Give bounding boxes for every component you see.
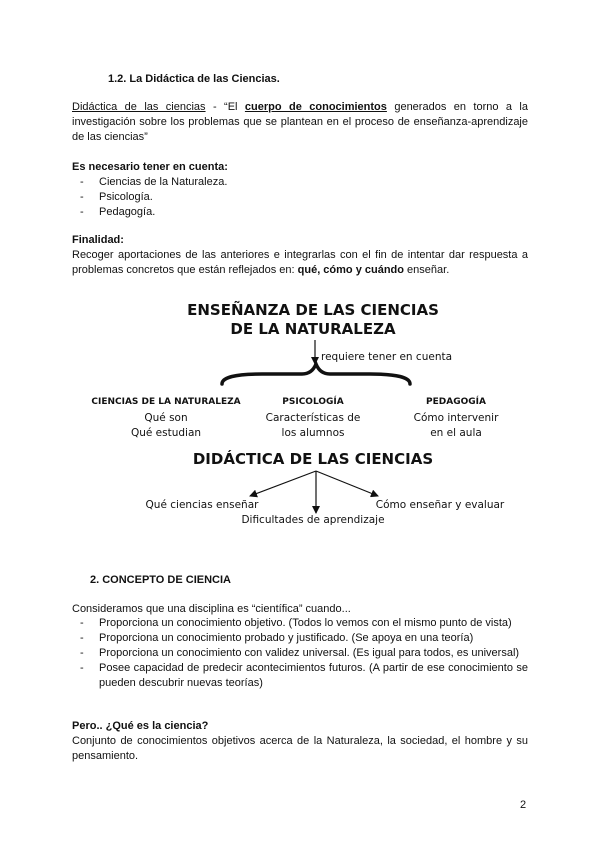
list-item: - Posee capacidad de predecir acontecimientos futuros. (A partir de ese conocimiento se pueden descubrir nuevas teorías) [72,661,528,691]
diagram-subtitle: DIDÁCTICA DE LAS CIENCIAS [192,450,434,468]
finalidad-end: enseñar. [404,264,450,276]
list-item: - Pedagogía. [72,205,528,220]
question-heading: Pero.. ¿Qué es la ciencia? [72,720,209,732]
column-text: en el aula [430,427,482,439]
column-text: Qué son [144,412,188,424]
list-item: - Ciencias de la Naturaleza. [72,175,528,190]
diagram-title-line2: DE LA NATURALEZA [230,320,396,338]
section-2-intro: Consideramos que una disciplina es “científica” cuando... [72,603,351,615]
output-left: Qué ciencias enseñar [145,499,259,511]
page-number: 2 [520,799,527,811]
definition-paragraph [72,100,528,145]
section-2-heading: 2. CONCEPTO DE CIENCIA [90,574,231,586]
arrow-right [316,471,378,496]
section-heading: 1.2. La Didáctica de las Ciencias. [108,73,280,85]
definition-separator: - “El [205,101,245,113]
finalidad-text: Recoger aportaciones de las anteriores e integrarlas con el fin de intentar dar respuesta a problemas concretos que están reflejados en: [72,249,528,276]
column-text: Cómo intervenir [413,412,499,424]
answer-paragraph: Conjunto de conocimientos objetivos acerca de la Naturaleza, la sociedad, el hombre y su pensamiento. [72,735,528,762]
output-right: Cómo enseñar y evaluar [375,499,505,511]
science-criteria-list [72,616,528,691]
finalidad-bold: qué, cómo y cuándo [297,264,404,276]
column-header-psicologia: PSICOLOGÍA [282,397,344,407]
list-item: - Proporciona un conocimiento probado y justificado. (Se apoya en una teoría) [72,631,528,646]
list-item: - Proporciona un conocimiento con validez universal. (Es igual para todos, es universal) [72,646,528,661]
requires-label: requiere tener en cuenta [321,351,453,363]
output-bottom: Dificultades de aprendizaje [241,514,385,526]
list-item: - Proporciona un conocimiento objetivo. (Todos lo vemos con el mismo punto de vista) [72,616,528,631]
list-item: - Psicología. [72,190,528,205]
consider-heading: Es necesario tener en cuenta: [72,161,228,173]
diagram-title-line1: ENSEÑANZA DE LAS CIENCIAS [187,301,439,319]
consider-list [72,175,528,220]
column-header-naturaleza: CIENCIAS DE LA NATURALEZA [91,397,241,407]
column-header-pedagogia: PEDAGOGÍA [426,397,486,407]
definition-term: Didáctica de las ciencias [72,101,206,113]
finalidad-paragraph [72,248,528,278]
definition-text: generados en torno a la investigación sobre los problemas que se plantean en el proceso de enseñanza-aprendizaje de las ciencias” [72,101,528,143]
didactics-diagram [0,290,600,535]
column-text: los alumnos [281,427,345,439]
arrow-left [250,471,316,496]
column-text: Características de [265,412,361,424]
definition-bold-term: cuerpo de conocimientos [244,101,387,113]
column-text: Qué estudian [130,427,202,439]
curly-brace [222,364,410,384]
finalidad-heading: Finalidad: [72,234,124,246]
